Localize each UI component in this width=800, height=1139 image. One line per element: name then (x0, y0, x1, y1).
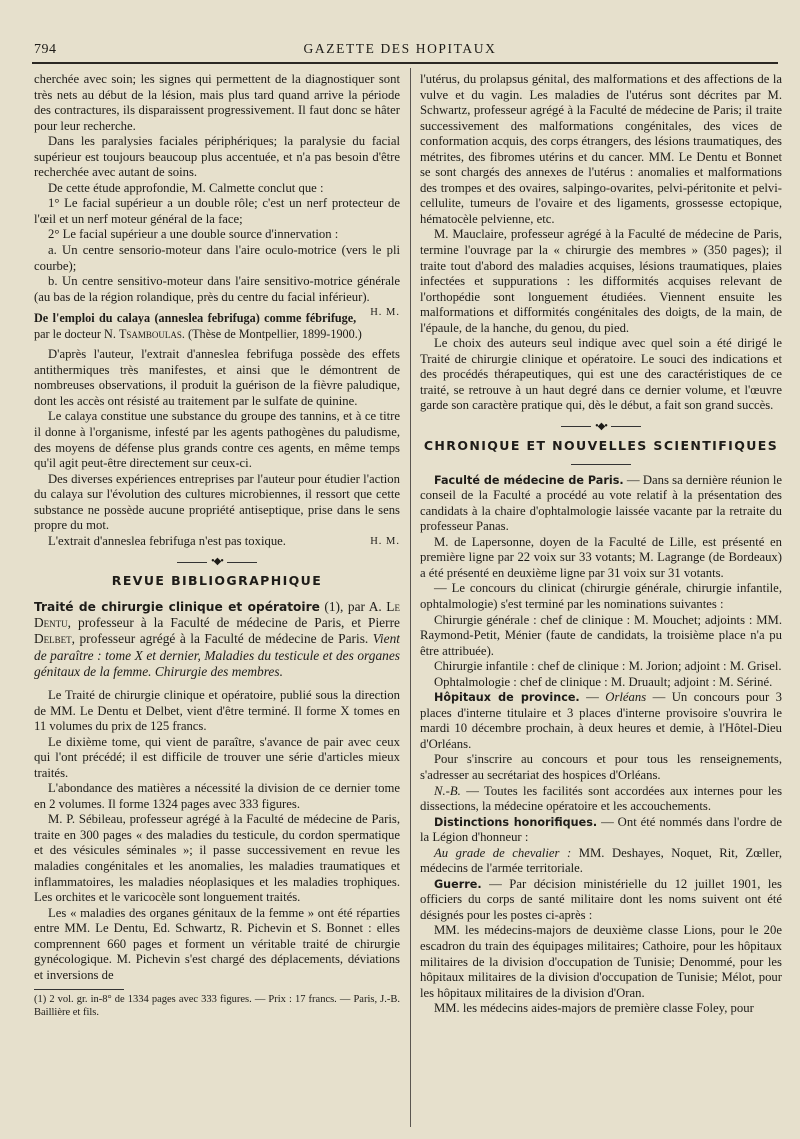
paragraph: Chirurgie infantile : chef de clinique : M. Jorion; adjoint : M. Grisel. (434, 659, 782, 674)
paragraph-text: — Toutes les facilités sont accordées aux internes pour les dissections, la médecine opératoire et les accouchements. (420, 783, 782, 814)
news-heading: Faculté de médecine de Paris. (434, 473, 624, 487)
news-city: Orléans (605, 690, 647, 705)
news-item: Hôpitaux de province. — Orléans — Un concours pour 3 places d'interne titulaire et 3 places d'interne provisoire s'ouvrira le mardi 10 décembre prochain, à deux heures et demie, à l'Hôtel-Dieu d'Orléans. (420, 690, 782, 751)
paragraph: Le calaya constitue une substance du groupe des tannins, et à ce titre il donne à l'organisme, infesté par les agents pathogènes du paludisme, des moyens de défense plus grands contre ces agents, en même temps qu'il agit peut-être directement sur ceux-ci. (34, 409, 400, 471)
article-byline: par le docteur N. (34, 326, 116, 341)
paragraph: Les « maladies des organes génitaux de la femme » ont été réparties entre MM. Le Dentu, Ed. Schwartz, R. Pichevin et S. Bonnet : elles comprennent 660 pages et forment un véritable traité de chirurgie gynécologique. M. Pichevin s'est chargé des déplacements, déviations et inversions de (34, 905, 400, 982)
paragraph: — Le concours du clinicat (chirurgie générale, chirurgie infantile, ophtalmologie) s'est terminé par les nominations suivantes : (420, 581, 782, 611)
paragraph: 2° Le facial supérieur a une double source d'innervation : (48, 227, 339, 242)
paragraph: M. de Lapersonne, doyen de la Faculté de Lille, est présenté en première ligne par 22 voix sur 33 votants; M. Lagrange (de Bordeaux) a été présenté en deuxième ligne par 31 voix sur 31 votants. (420, 534, 782, 580)
book-author: Delbet (34, 631, 72, 647)
paragraph: l'utérus, du prolapsus génital, des malformations et des affections de la vulve et du vagin. Les maladies de l'utérus sont décrites par M. Schwartz, professeur agrégé à la Faculté de médecine de Paris; il traite successivement des malformations congénitales, des vices de conformation acquis, des corps étrangers, des lésions traumatiques, des métrites, des fibromes utérins et du cancer. MM. Le Dentu et Bonnet se sont chargés des annexes de l'utérus : anomalies et malformations des trompes et des ovaires, salpingo-ovarites, pelvi-péritonite et pelvi-cellulite, tumeurs de l'ovaire et des ligaments, grossesse ectopique, hématocèle pelvienne, etc. (420, 72, 782, 226)
book-text: , professeur à la Faculté de médecine de Paris, et Pierre (67, 615, 400, 631)
section-title: REVUE BIBLIOGRAPHIQUE (111, 573, 323, 589)
section-rule (571, 464, 631, 465)
footnote: (1) 2 vol. gr. in-8° de 1334 pages avec 333 figures. — Prix : 17 francs. — Paris, J.-B. Baillière et fils. (34, 994, 400, 1018)
paragraph: L'abondance des matières a nécessité la division de ce dernier tome en 2 volumes. Il forme 1324 pages avec 333 figures. (34, 781, 400, 811)
paragraph: Chirurgie générale : chef de clinique : M. Mouchet; adjoints : MM. Raymond-Petit, Ménier (faute de candidats, la troisième place n'a pu être attribuée). (420, 612, 782, 658)
paragraph-text: MM. Deshayes, Noquet, Rit, Zœller, médecins de l'armée territoriale. (420, 845, 782, 876)
article-title: De l'emploi du calaya (anneslea febrifuga) comme fébrifuge, (34, 311, 357, 326)
news-text: — Ont été nommés dans l'ordre de la Légion d'honneur : (420, 814, 782, 845)
section-ornament: •◆• (34, 557, 400, 567)
paragraph: De cette étude approfondie, M. Calmette conclut que : (48, 180, 324, 195)
running-title: GAZETTE DES HOPITAUX (303, 41, 497, 56)
paragraph: M. P. Sébileau, professeur agrégé à la Faculté de médecine de Paris, traite en 300 pages « des maladies du testicule, du cordon spermatique et des vésicules séminales »; il passe successivement en revue les maladies congénitales et les anomalies, les maladies traumatiques et inflammatoires, les maladies néoplasiques et les maladies trophiques. Les orchites et le varicocèle sont longuement traités. (34, 812, 400, 905)
section-ornament: •◆• (420, 422, 782, 432)
book-note: (1), par A. (324, 598, 382, 614)
paragraph: MM. les médecins-majors de deuxième classe Lions, pour le 20e escadron du train des équipages militaires; Cathoire, pour les hôpitaux militaires de la division d'occupation de Tunisie; Denommé, pour les hôpitaux militaires de la division d'occupation de Tunisie; Mélot, pour les hôpitaux militaires de la division d'Oran. (420, 923, 782, 1000)
paragraph: Le dixième tome, qui vient de paraître, s'avance de pair avec ceux qui l'ont précédé; il est difficile de trouver une série d'articles mieux traités. (34, 734, 400, 780)
paragraph: MM. les médecins aides-majors de première classe Foley, pour (434, 1001, 754, 1016)
grade-label: Au grade de chevalier : (434, 845, 572, 860)
news-heading: Distinctions honorifiques. (434, 815, 598, 829)
paragraph-text: L'extrait d'anneslea febrifuga n'est pas toxique. (48, 533, 286, 548)
column-divider (410, 68, 411, 1127)
paragraph: D'après l'auteur, l'extrait d'anneslea febrifuga possède des effets antithermiques très manifestes, et ainsi que le démontrent de nombreuses observations, il produit la guérison de la fièvre paludique, dont les accès ont résisté au traitement par le sulfate de quinine. (34, 347, 400, 408)
news-item (420, 877, 782, 924)
signature: H. M. (370, 535, 400, 547)
signature: H. M. (370, 307, 400, 319)
paragraph: cherchée avec soin; les signes qui permettent de la diagnostiquer sont très nets au début de la lésion, mais plus tard quand arrive la période des contractures, ils disparaissent progressivement. Il faut donc se hâter pour leur recherche. (34, 72, 400, 133)
section-title: CHRONIQUE ET NOUVELLES SCIENTIFIQUES (423, 438, 779, 454)
news-heading: Guerre. (434, 877, 482, 891)
book-heading (34, 599, 400, 680)
book-text: , professeur agrégé à la Faculté de médecine de Paris. (71, 631, 369, 647)
paragraph: M. Mauclaire, professeur agrégé à la Faculté de médecine de Paris, termine l'ouvrage par la « chirurgie des membres » (350 pages); il traite tout d'abord des maladies acquises, lésions traumatiques, plaies infectées et suppurations : les difformités acquises relevant de l'orthopédie sont longuement étudiées. Viennent ensuite les malformations et difformités congénitales des doigts, de la main, de l'épaule, de la hanche, du genou, du pied. (420, 227, 782, 335)
paragraph: a. Un centre sensorio-moteur dans l'aire oculo-motrice (vers le pli courbe); (34, 243, 400, 273)
news-item (420, 473, 782, 535)
paragraph (34, 534, 400, 550)
book-subtitle: Vient de paraître : tome X et dernier, Maladies du testicule et des organes génitaux de la femme. Chirurgie des membres. (34, 631, 400, 679)
footnote-rule (34, 989, 124, 990)
paragraph: 1° Le facial supérieur a un double rôle; c'est un nerf protecteur de l'œil et un nerf moteur général de la face; (34, 196, 400, 226)
news-text: — Un concours pour 3 places d'interne titulaire et 3 places d'interne provisoire s'ouvrira le mardi 10 décembre prochain, à deux heures et demie, à l'Hôtel-Dieu d'Orléans. (420, 690, 782, 751)
paragraph: Dans les paralysies faciales périphériques; la paralysie du facial supérieur est toujours beaucoup plus accentuée, et n'a pas besoin d'être recherchée avec autant de soins. (34, 134, 400, 180)
article-source: . (Thèse de Montpellier, 1899-1900.) (181, 326, 362, 341)
paragraph: Pour s'inscrire au concours et pour tous les renseignements, s'adresser au secrétariat des hospices d'Orléans. (420, 752, 782, 782)
book-title: Traité de chirurgie clinique et opératoire (34, 599, 320, 614)
news-text: — Par décision ministérielle du 12 juillet 1901, les officiers du corps de santé militaire dont les noms suivent ont été désignés pour les postes ci-après : (420, 876, 782, 922)
paragraph: Ophtalmologie : chef de clinique : M. Druault; adjoint : M. Sériné. (434, 674, 773, 689)
news-item (420, 815, 782, 846)
right-column (420, 72, 782, 1129)
paragraph: Le choix des auteurs seul indique avec quel soin a été dirigé le Traité de chirurgie clinique et opératoire. Le souci des indications et des procédés thérapeutiques, qui est une des caractéristiques de ce traité, se retrouve à un haut degré dans ce dernier volume, et l'œuvre garde son caractère pratique qui, dès le début, a fait son grand succès. (420, 336, 782, 413)
news-heading: Hôpitaux de province. (434, 691, 580, 705)
paragraph (420, 846, 782, 877)
paragraph: Le Traité de chirurgie clinique et opératoire, publié sous la direction de MM. Le Dentu et Delbet, vient d'être terminé. Il forme X tomes en 11 volumes du prix de 125 francs. (34, 687, 400, 734)
news-text: — Dans sa dernière réunion le conseil de la Faculté a procédé au vote relatif à la présentation des candidats à la chaire d'ophtalmologie laissée vacante par la retraite du professeur Panas. (420, 472, 782, 534)
article-author: Tsamboulas (118, 326, 182, 341)
paragraph: Des diverses expériences entreprises par l'auteur pour étudier l'action du calaya sur l'évolution des cultures microbiennes, il ressort que cette substance ne possède aucune propriété antiseptique, prise dans le sens propre du mot. (34, 471, 400, 533)
page-number: 794 (34, 42, 57, 57)
left-column (34, 72, 400, 1129)
nota-bene: N.-B. (434, 783, 461, 798)
paragraph-text: b. Un centre sensitivo-moteur dans l'aire sensitivo-motrice générale (au bas de la région rolandique, près du centre du facial inférieur). (34, 274, 400, 304)
paragraph (420, 784, 782, 815)
book-author: Le Dentu (34, 598, 400, 631)
header-rule (32, 62, 778, 64)
article-heading (34, 311, 400, 342)
